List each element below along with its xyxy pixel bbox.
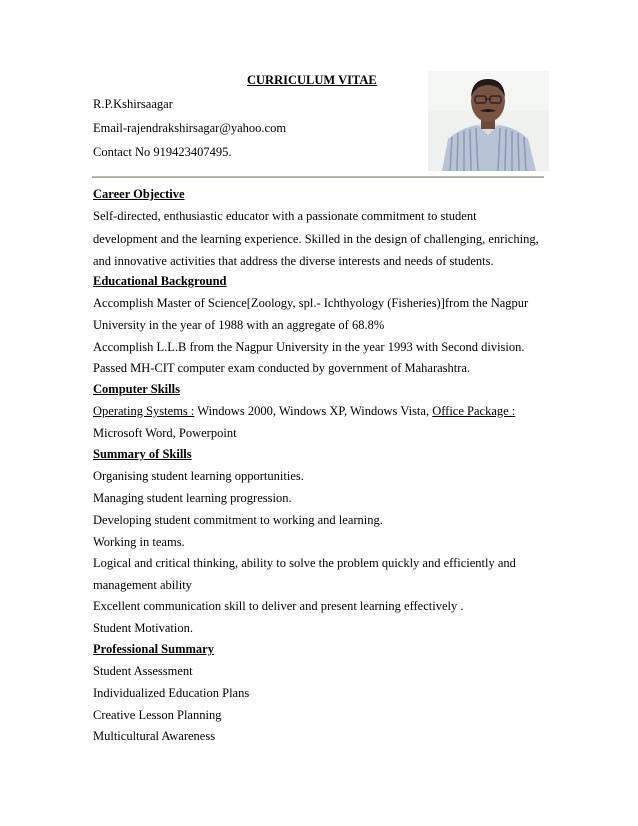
professional-item: Individualized Education Plans <box>93 686 250 700</box>
professional-item: Student Assessment <box>93 664 193 678</box>
education-line: University in the year of 1988 with an aggregate of 68.8% <box>93 318 385 332</box>
career-line: Self-directed, enthusiastic educator with a passionate commitment to student <box>93 209 477 223</box>
skill-item: Working in teams. <box>93 535 185 549</box>
education-line: Accomplish L.L.B from the Nagpur University in the year 1993 with Second division. <box>93 340 525 354</box>
education-heading: Educational Background <box>93 274 227 288</box>
header-divider <box>92 176 544 178</box>
computer-skills-line <box>93 404 515 419</box>
os-value: Windows 2000, Windows XP, Windows Vista, <box>194 404 433 418</box>
skill-item: Managing student learning progression. <box>93 491 292 505</box>
skills-heading: Summary of Skills <box>93 447 192 461</box>
profile-photo <box>428 71 549 171</box>
education-line: Accomplish Master of Science[Zoology, spl.- Ichthyology (Fisheries)]from the Nagpur <box>93 296 529 310</box>
computer-skills-heading: Computer Skills <box>93 382 180 396</box>
career-objective-heading: Career Objective <box>93 187 185 201</box>
skill-item: Organising student learning opportunities. <box>93 469 304 483</box>
professional-item: Multicultural Awareness <box>93 729 216 743</box>
skill-item: Excellent communication skill to deliver and present learning effectively . <box>93 599 464 613</box>
email-line: Email-rajendrakshirsagar@yahoo.com <box>93 121 287 135</box>
career-line: and innovative activities that address the diverse interests and needs of students. <box>93 254 494 268</box>
career-line: development and the learning experience. Skilled in the design of challenging, enriching, <box>93 232 539 246</box>
os-label: Operating Systems : <box>93 404 195 418</box>
skill-item: Student Motivation. <box>93 621 193 635</box>
skill-item: Developing student commitment to working and learning. <box>93 513 383 527</box>
skill-item: Logical and critical thinking, ability to solve the problem quickly and efficiently and <box>93 556 516 570</box>
contact-line: Contact No 919423407495. <box>93 145 232 159</box>
candidate-name: R.P.Kshirsaagar <box>93 97 173 111</box>
office-value: Microsoft Word, Powerpoint <box>93 426 237 440</box>
professional-item: Creative Lesson Planning <box>93 708 222 722</box>
professional-summary-heading: Professional Summary <box>93 642 214 656</box>
skill-item: management ability <box>93 578 192 592</box>
office-label: Office Package : <box>432 404 516 418</box>
education-line: Passed MH-CIT computer exam conducted by government of Maharashtra. <box>93 361 471 375</box>
document-title: CURRICULUM VITAE <box>247 73 377 87</box>
profile-photo-image <box>428 71 549 171</box>
